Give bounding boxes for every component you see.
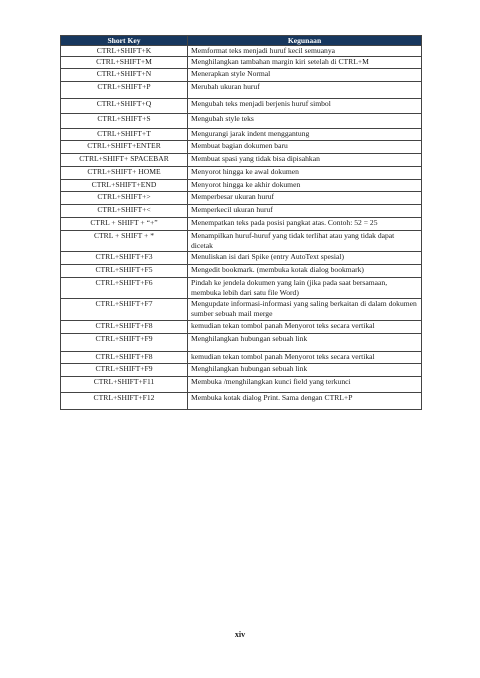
shortcut-description-cell: Menerapkan style Normal [188,69,422,82]
shortcut-key-cell: CTRL+SHIFT+< [61,205,188,218]
shortcut-description-cell: Mengupdate informasi-informasi yang saling berkaitan di dalam dokumen sumber sebuah mail merge [188,299,422,321]
shortcut-description-cell: kemudian tekan tombol panah Menyorot teks secara vertikal [188,321,422,334]
shortcut-description-cell: Membuka /menghilangkan kunci field yang terkunci [188,377,422,393]
shortcut-description-cell: Merubah ukuran huruf [188,82,422,99]
table-row [61,167,422,180]
table-row [61,265,422,278]
shortcut-key-cell: CTRL+SHIFT+F11 [61,377,188,393]
table-row [61,141,422,154]
table-row [61,154,422,167]
shortcut-description-cell: Mengubah teks menjadi berjenis huruf simbol [188,99,422,114]
shortcut-key-cell: CTRL+SHIFT+F8 [61,321,188,334]
shortcut-description-cell: Memformat teks menjadi huruf kecil semuanya [188,46,422,57]
shortcut-key-cell: CTRL+SHIFT+ HOME [61,167,188,180]
table-row [61,364,422,377]
table-row [61,377,422,393]
table-header-row [61,36,422,46]
table-row [61,393,422,410]
shortcut-description-cell: Membuka kotak dialog Print. Sama dengan CTRL+P [188,393,422,410]
table-row [61,114,422,129]
shortcut-key-cell: CTRL+SHIFT+T [61,129,188,141]
table-row [61,205,422,218]
shortcut-description-cell: Membuat bagian dokumen baru [188,141,422,154]
shortcut-description-cell: Menempatkan teks pada posisi pangkat atas. Contoh: 52 = 25 [188,218,422,231]
shortcut-key-cell: CTRL+SHIFT+F5 [61,265,188,278]
shortcut-table [60,35,422,410]
shortcut-key-cell: CTRL+SHIFT+F7 [61,299,188,321]
table-row [61,252,422,265]
header-short-key: Short Key [61,36,188,46]
shortcut-key-cell: CTRL + SHIFT + “+” [61,218,188,231]
shortcut-key-cell: CTRL+SHIFT+F9 [61,334,188,352]
shortcut-key-cell: CTRL+SHIFT+F9 [61,364,188,377]
shortcut-key-cell: CTRL + SHIFT + * [61,231,188,252]
table-row [61,99,422,114]
shortcut-key-cell: CTRL+SHIFT+F6 [61,278,188,299]
table-row [61,192,422,205]
table-row [61,352,422,364]
shortcut-key-cell: CTRL+SHIFT+END [61,180,188,192]
shortcut-description-cell: Mengubah style teks [188,114,422,129]
shortcut-key-cell: CTRL+SHIFT+ SPACEBAR [61,154,188,167]
table-row [61,321,422,334]
shortcut-key-cell: CTRL+SHIFT+K [61,46,188,57]
shortcut-description-cell: Membuat spasi yang tidak bisa dipisahkan [188,154,422,167]
table-row [61,278,422,299]
shortcut-description-cell: Menuliskan isi dari Spike (entry AutoText spesial) [188,252,422,265]
shortcut-description-cell: Menghilangkan tambahan margin kiri setelah di CTRL+M [188,57,422,69]
table-row [61,334,422,352]
table-row [61,46,422,57]
shortcut-description-cell: Menghilangkan hubungan sebuah link [188,364,422,377]
shortcut-description-cell: Mengedit bookmark. (membuka kotak dialog bookmark) [188,265,422,278]
shortcut-key-cell: CTRL+SHIFT+F8 [61,352,188,364]
page-number: xiv [234,630,246,639]
table-row [61,57,422,69]
shortcut-key-cell: CTRL+SHIFT+> [61,192,188,205]
shortcut-description-cell: Menyorot hingga ke awal dokumen [188,167,422,180]
shortcut-key-cell: CTRL+SHIFT+ENTER [61,141,188,154]
shortcut-description-cell: Menyorot hingga ke akhir dokumen [188,180,422,192]
table-row [61,82,422,99]
table-row [61,218,422,231]
table-row [61,299,422,321]
shortcut-key-cell: CTRL+SHIFT+N [61,69,188,82]
table-row [61,180,422,192]
shortcut-key-cell: CTRL+SHIFT+Q [61,99,188,114]
shortcut-description-cell: Menampilkan huruf-huruf yang tidak terlihat atau yang tidak dapat dicetak [188,231,422,252]
table-row [61,231,422,252]
shortcut-description-cell: kemudian tekan tombol panah Menyorot teks secara vertikal [188,352,422,364]
shortcut-key-cell: CTRL+SHIFT+S [61,114,188,129]
shortcut-description-cell: Memperbesar ukuran huruf [188,192,422,205]
header-kegunaan: Kegunaan [188,36,422,46]
shortcut-description-cell: Mengurangi jarak indent menggantung [188,129,422,141]
shortcut-key-cell: CTRL+SHIFT+P [61,82,188,99]
shortcut-key-cell: CTRL+SHIFT+F3 [61,252,188,265]
shortcut-description-cell: Pindah ke jendela dokumen yang lain (jika pada saat bersamaan, membuka lebih dari satu file Word) [188,278,422,299]
table-row [61,69,422,82]
shortcut-key-cell: CTRL+SHIFT+M [61,57,188,69]
shortcut-description-cell: Menghilangkan hubungan sebuah link [188,334,422,352]
shortcut-key-cell: CTRL+SHIFT+F12 [61,393,188,410]
shortcut-description-cell: Memperkecil ukuran huruf [188,205,422,218]
table-row [61,129,422,141]
